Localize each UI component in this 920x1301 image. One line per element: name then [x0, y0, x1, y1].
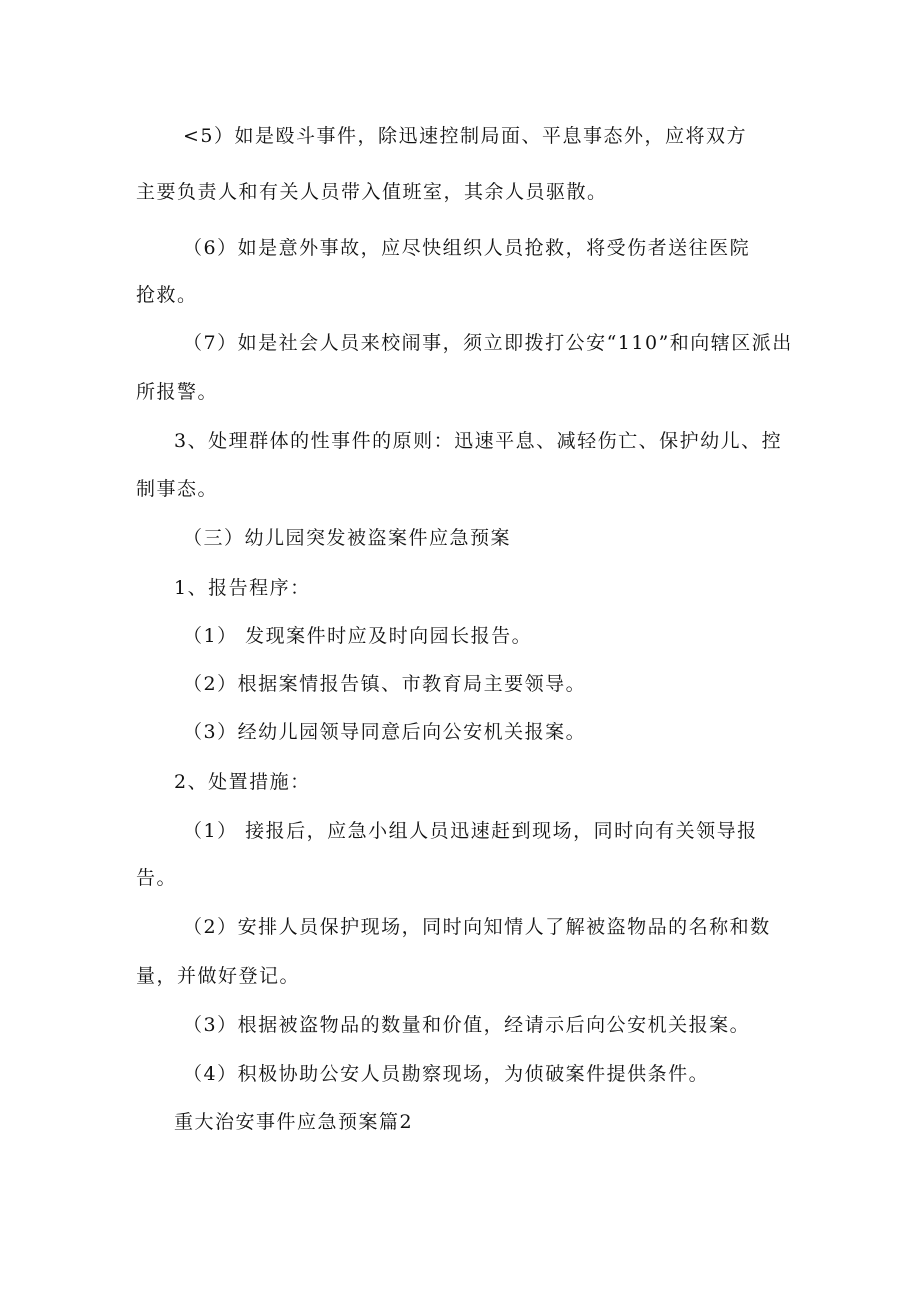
measure-4: （4）积极协助公安人员勘察现场，为侦破案件提供条件。 — [183, 1063, 710, 1085]
measure-2-line-1: （2）安排人员保护现场，同时向知情人了解被盗物品的名称和数 — [183, 916, 771, 938]
measure-1-line-2: 告。 — [136, 867, 178, 889]
subheading-report-procedure: 1、报告程序： — [174, 577, 311, 599]
subheading-measures: 2、处置措施： — [174, 771, 311, 793]
measure-2-line-2: 量，并做好登记。 — [136, 965, 301, 987]
next-section-title: 重大治安事件应急预案篇2 — [174, 1111, 414, 1133]
para-principle-line-2: 制事态。 — [136, 478, 219, 500]
para-item-6-line-2: 抢救。 — [136, 284, 198, 306]
para-item-7-line-1: （7）如是社会人员来校闹事，须立即拨打公安“110”和向辖区派出 — [183, 332, 793, 354]
report-step-1: （1） 发现案件时应及时向园长报告。 — [183, 625, 533, 647]
para-principle-line-1: 3、处理群体的性事件的原则：迅速平息、减轻伤亡、保护幼儿、控 — [174, 430, 783, 452]
report-step-2: （2）根据案情报告镇、市教育局主要领导。 — [183, 673, 587, 695]
para-item-5-line-2: 主要负责人和有关人员带入值班室，其余人员驱散。 — [136, 181, 608, 203]
para-item-5-line-1: <5）如是殴斗事件，除迅速控制局面、平息事态外，应将双方 — [183, 125, 748, 147]
measure-3: （3）根据被盗物品的数量和价值，经请示后向公安机关报案。 — [183, 1014, 751, 1036]
para-item-6-line-1: （6）如是意外事故，应尽快组织人员抢救，将受伤者送往医院 — [183, 237, 751, 259]
report-step-3: （3）经幼儿园领导同意后向公安机关报案。 — [183, 721, 587, 743]
measure-1-line-1: （1） 接报后，应急小组人员迅速赶到现场，同时向有关领导报 — [183, 820, 758, 842]
section-heading-theft: （三）幼儿园突发被盗案件应急预案 — [183, 527, 512, 549]
para-item-7-line-2: 所报警。 — [136, 381, 219, 403]
